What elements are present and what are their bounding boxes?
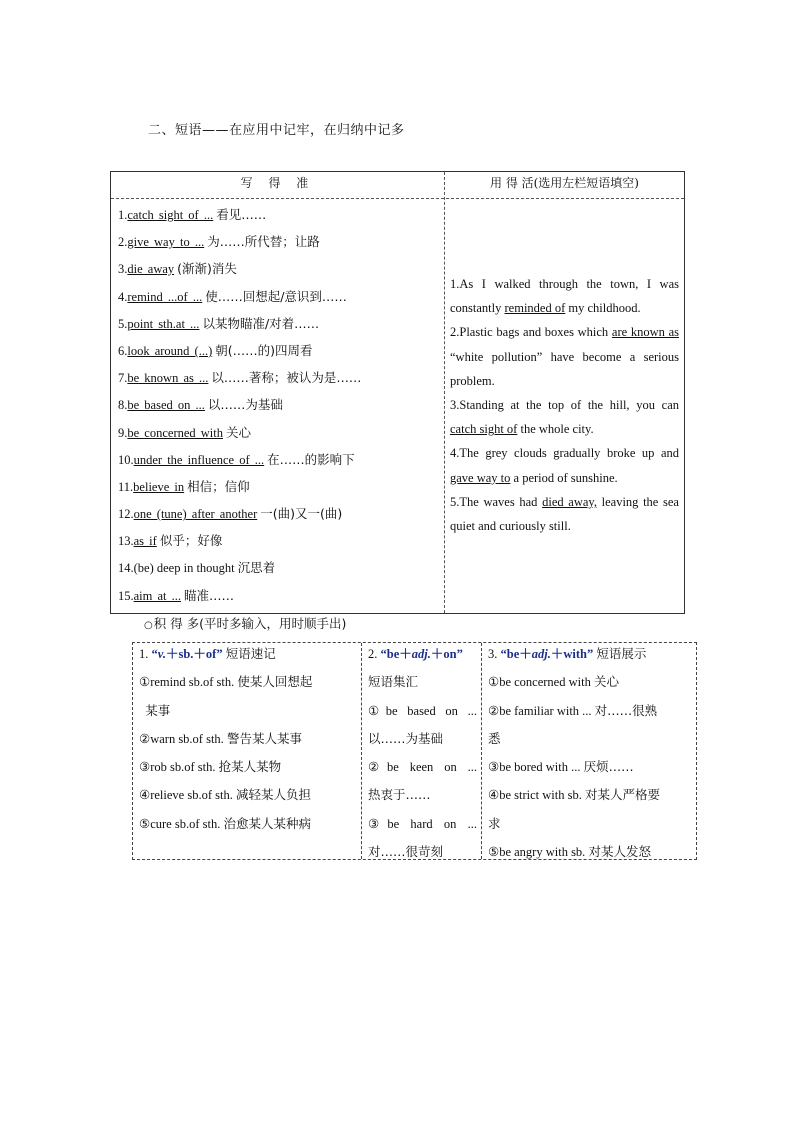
phrase-number: 10. xyxy=(118,452,134,467)
phrase-number: 6. xyxy=(118,343,128,358)
phrase-number: 11. xyxy=(118,479,134,494)
phrase-number: 13. xyxy=(118,534,134,549)
phrase-number: 15. xyxy=(118,588,134,603)
phrase-meaning: 使……回想起/意识到…… xyxy=(205,288,347,304)
phrase-table xyxy=(110,171,685,614)
phrase-text: remind ...of ... xyxy=(127,289,203,304)
list-item xyxy=(139,784,357,812)
phrase-number: 9. xyxy=(118,425,128,440)
phrase-number: 1. xyxy=(118,208,128,222)
list-item xyxy=(488,784,692,812)
accumulate-column-3 xyxy=(482,643,696,859)
fill-in-sentences xyxy=(450,272,679,538)
section-title: 二、短语——在应用中记牢，在归纳中记多 xyxy=(148,123,405,138)
item-en: ③be bored with ... xyxy=(488,760,581,775)
list-item: ③be hard on ... xyxy=(368,816,477,831)
column-heading xyxy=(488,643,692,671)
phrase-number: 12. xyxy=(118,507,134,522)
heading-quote: “ xyxy=(151,647,158,661)
sentence-text: 1.As I walked through the town, I was constantly xyxy=(450,277,679,316)
item-en: ④relieve sb.of sth. xyxy=(139,788,233,803)
phrase-item xyxy=(118,447,440,474)
phrase-text: believe in xyxy=(133,479,185,494)
item-en: ②be familiar with ... xyxy=(488,703,592,718)
list-item: ②be keen on ... xyxy=(368,760,477,775)
phrase-meaning: (渐渐)消失 xyxy=(177,261,237,277)
phrase-text: under the influence of ... xyxy=(133,452,265,467)
phrase-text: be concerned with xyxy=(127,425,224,440)
heading-quote: ” xyxy=(216,647,223,661)
list-item: 对……很苛刻 xyxy=(368,844,444,860)
phrase-number: 8. xyxy=(118,398,128,413)
sentence-text: the whole city. xyxy=(517,422,594,437)
sentence xyxy=(450,393,679,441)
list-item xyxy=(139,756,357,784)
phrase-item xyxy=(118,501,440,528)
heading-pattern xyxy=(152,647,223,661)
item-zh: 警告某人某事 xyxy=(226,730,302,746)
phrase-meaning: 相信；信仰 xyxy=(187,478,250,494)
phrase-text: give way to ... xyxy=(127,235,205,250)
circle-icon: ○ xyxy=(144,620,153,631)
heading-label: 短语集汇 xyxy=(368,674,419,690)
list-item: 以……为基础 xyxy=(368,730,444,746)
sentence xyxy=(450,441,679,489)
heading-v: v. xyxy=(157,647,166,661)
column-heading xyxy=(368,643,477,671)
phrase-text: be known as ... xyxy=(127,371,209,386)
accumulate-table xyxy=(132,642,697,860)
phrase-number: 14. xyxy=(118,561,134,576)
item-zh: 对……很熟 xyxy=(594,702,658,718)
sentence-answer: died away, xyxy=(542,494,597,509)
phrase-text: look around (...) xyxy=(127,343,213,358)
phrase-meaning: 看见…… xyxy=(216,207,267,222)
item-zh: 对某人发怒 xyxy=(588,844,651,860)
phrase-item xyxy=(118,365,440,392)
heading-adj: adj. xyxy=(531,647,551,661)
table-header-row xyxy=(111,172,684,199)
item-zh: 求 xyxy=(488,815,501,831)
item-zh: 某事 xyxy=(145,702,171,718)
item-en: ⑤cure sb.of sth. xyxy=(139,816,221,831)
item-zh: 使某人回想起 xyxy=(237,674,313,690)
phrase-item xyxy=(118,256,440,283)
phrase-text: one (tune) after another xyxy=(133,507,258,522)
phrase-text: aim at ... xyxy=(133,588,182,603)
list-item xyxy=(139,728,357,756)
column-divider xyxy=(444,172,445,613)
phrase-number: 5. xyxy=(118,316,128,331)
item-en: ④be strict with sb. xyxy=(488,788,582,803)
phrase-meaning: 关心 xyxy=(226,424,252,440)
phrase-item xyxy=(118,202,440,229)
item-zh: 关心 xyxy=(593,674,619,690)
item-en: ③rob sb.of sth. xyxy=(139,760,216,775)
list-item xyxy=(488,841,692,869)
item-zh: 减轻某人负担 xyxy=(235,787,311,803)
sentence xyxy=(450,320,679,393)
phrase-item xyxy=(118,284,440,311)
column-heading xyxy=(139,643,357,671)
accumulate-column-2 xyxy=(362,643,482,859)
list-item: ①be based on ... xyxy=(368,703,477,718)
sentence-text: my childhood. xyxy=(565,301,641,316)
sentence xyxy=(450,272,679,320)
heading-number: 1. xyxy=(139,647,149,661)
heading-quote: ” xyxy=(587,647,594,661)
phrase-item xyxy=(118,338,440,365)
sentence-answer: catch sight of xyxy=(450,422,518,437)
heading-quote: “be＋ xyxy=(500,647,532,661)
phrase-meaning: 在……的影响下 xyxy=(267,451,355,467)
item-zh: 对某人严格要 xyxy=(584,787,660,803)
phrase-number: 7. xyxy=(118,371,128,386)
left-column-header: 写 得 准 xyxy=(240,176,315,190)
phrase-number: 2. xyxy=(118,235,128,250)
item-zh: 厌烦…… xyxy=(583,759,634,775)
sentence-answer: gave way to xyxy=(450,470,511,485)
phrase-text: catch sight of ... xyxy=(127,208,214,222)
phrase-text: be based on ... xyxy=(127,398,205,413)
item-zh: 悉 xyxy=(488,730,501,746)
sentence-text: 2.Plastic bags and boxes which xyxy=(450,325,612,340)
list-item xyxy=(488,728,692,756)
phrase-meaning: 为……所代替；让路 xyxy=(207,234,320,250)
heading-number: 2. xyxy=(368,647,378,661)
heading-quote: “be＋ xyxy=(380,647,412,661)
heading-label: 短语速记 xyxy=(225,646,276,661)
phrase-number: 4. xyxy=(118,289,128,304)
heading-adj: adj. xyxy=(411,647,431,661)
sentence-text: 4.The grey clouds gradually broke up and xyxy=(450,446,679,461)
heading-quote: ” xyxy=(456,647,463,661)
phrase-text: as if xyxy=(133,534,157,549)
list-item xyxy=(488,756,692,784)
item-zh: 抢某人某物 xyxy=(218,759,282,775)
phrase-item xyxy=(118,474,440,501)
list-item xyxy=(139,671,357,699)
phrase-item xyxy=(118,555,440,582)
phrase-meaning: 沉思着 xyxy=(237,560,276,576)
phrase-meaning: 一(曲)又一(曲) xyxy=(260,506,343,522)
sentence xyxy=(450,490,679,538)
item-en: ①be concerned with xyxy=(488,675,591,690)
sentence-text: “white pollution” have become a serious problem. xyxy=(450,349,679,388)
phrase-meaning: 似乎；好像 xyxy=(159,533,223,549)
right-column-header: 用 得 活(选用左栏短语填空) xyxy=(490,176,639,190)
item-en: ⑤be angry with sb. xyxy=(488,845,586,860)
phrase-meaning: 朝(……的)四周看 xyxy=(215,342,313,358)
list-item xyxy=(488,671,692,699)
phrase-text: (be) deep in thought xyxy=(133,561,235,576)
accumulate-column-1 xyxy=(133,643,362,859)
sentence-text: 3.Standing at the top of the hill, you can xyxy=(450,398,679,413)
heading-pattern xyxy=(501,647,594,661)
sentence-text: leaving the sea quiet and curiously still. xyxy=(450,494,679,534)
sentence-answer: reminded of xyxy=(504,301,566,316)
phrase-meaning: 以某物瞄准/对着…… xyxy=(202,315,320,331)
heading-mid: ＋on xyxy=(430,647,457,661)
accumulate-title-text: 积 得 多(平时多输入，用时顺手出) xyxy=(153,616,347,631)
item-en: ①remind sb.of sth. xyxy=(139,675,235,690)
list-item xyxy=(488,700,692,728)
list-item: 热衷于…… xyxy=(368,787,431,803)
heading-label: 短语展示 xyxy=(596,646,647,661)
phrase-meaning: 以……著称；被认为是…… xyxy=(211,370,362,386)
item-en: ②warn sb.of sth. xyxy=(139,731,224,746)
phrase-text: point sth.at ... xyxy=(127,316,200,331)
sentence-answer: are known as xyxy=(611,325,679,340)
phrase-number: 3. xyxy=(118,262,128,277)
list-item xyxy=(139,813,357,841)
phrase-item xyxy=(118,229,440,256)
phrase-meaning: 瞄准…… xyxy=(184,587,235,603)
phrase-text: die away xyxy=(127,262,175,277)
phrase-meaning: 以……为基础 xyxy=(207,397,283,413)
phrase-item xyxy=(118,392,440,419)
heading-pattern xyxy=(381,647,463,661)
phrase-item xyxy=(118,583,440,610)
heading-mid: ＋sb.＋of xyxy=(165,647,217,661)
item-zh: 治愈某人某种病 xyxy=(223,815,311,831)
list-item xyxy=(488,813,692,841)
heading-number: 3. xyxy=(488,647,498,661)
column-heading-label xyxy=(368,671,477,699)
phrase-item xyxy=(118,420,440,447)
phrase-list xyxy=(118,202,440,610)
list-item xyxy=(139,700,357,728)
sentence-text: a period of sunshine. xyxy=(510,470,618,485)
heading-mid: ＋with xyxy=(550,647,587,661)
phrase-item xyxy=(118,528,440,555)
phrase-item xyxy=(118,311,440,338)
accumulate-title xyxy=(144,614,346,632)
sentence-text: 5.The waves had xyxy=(450,494,543,509)
